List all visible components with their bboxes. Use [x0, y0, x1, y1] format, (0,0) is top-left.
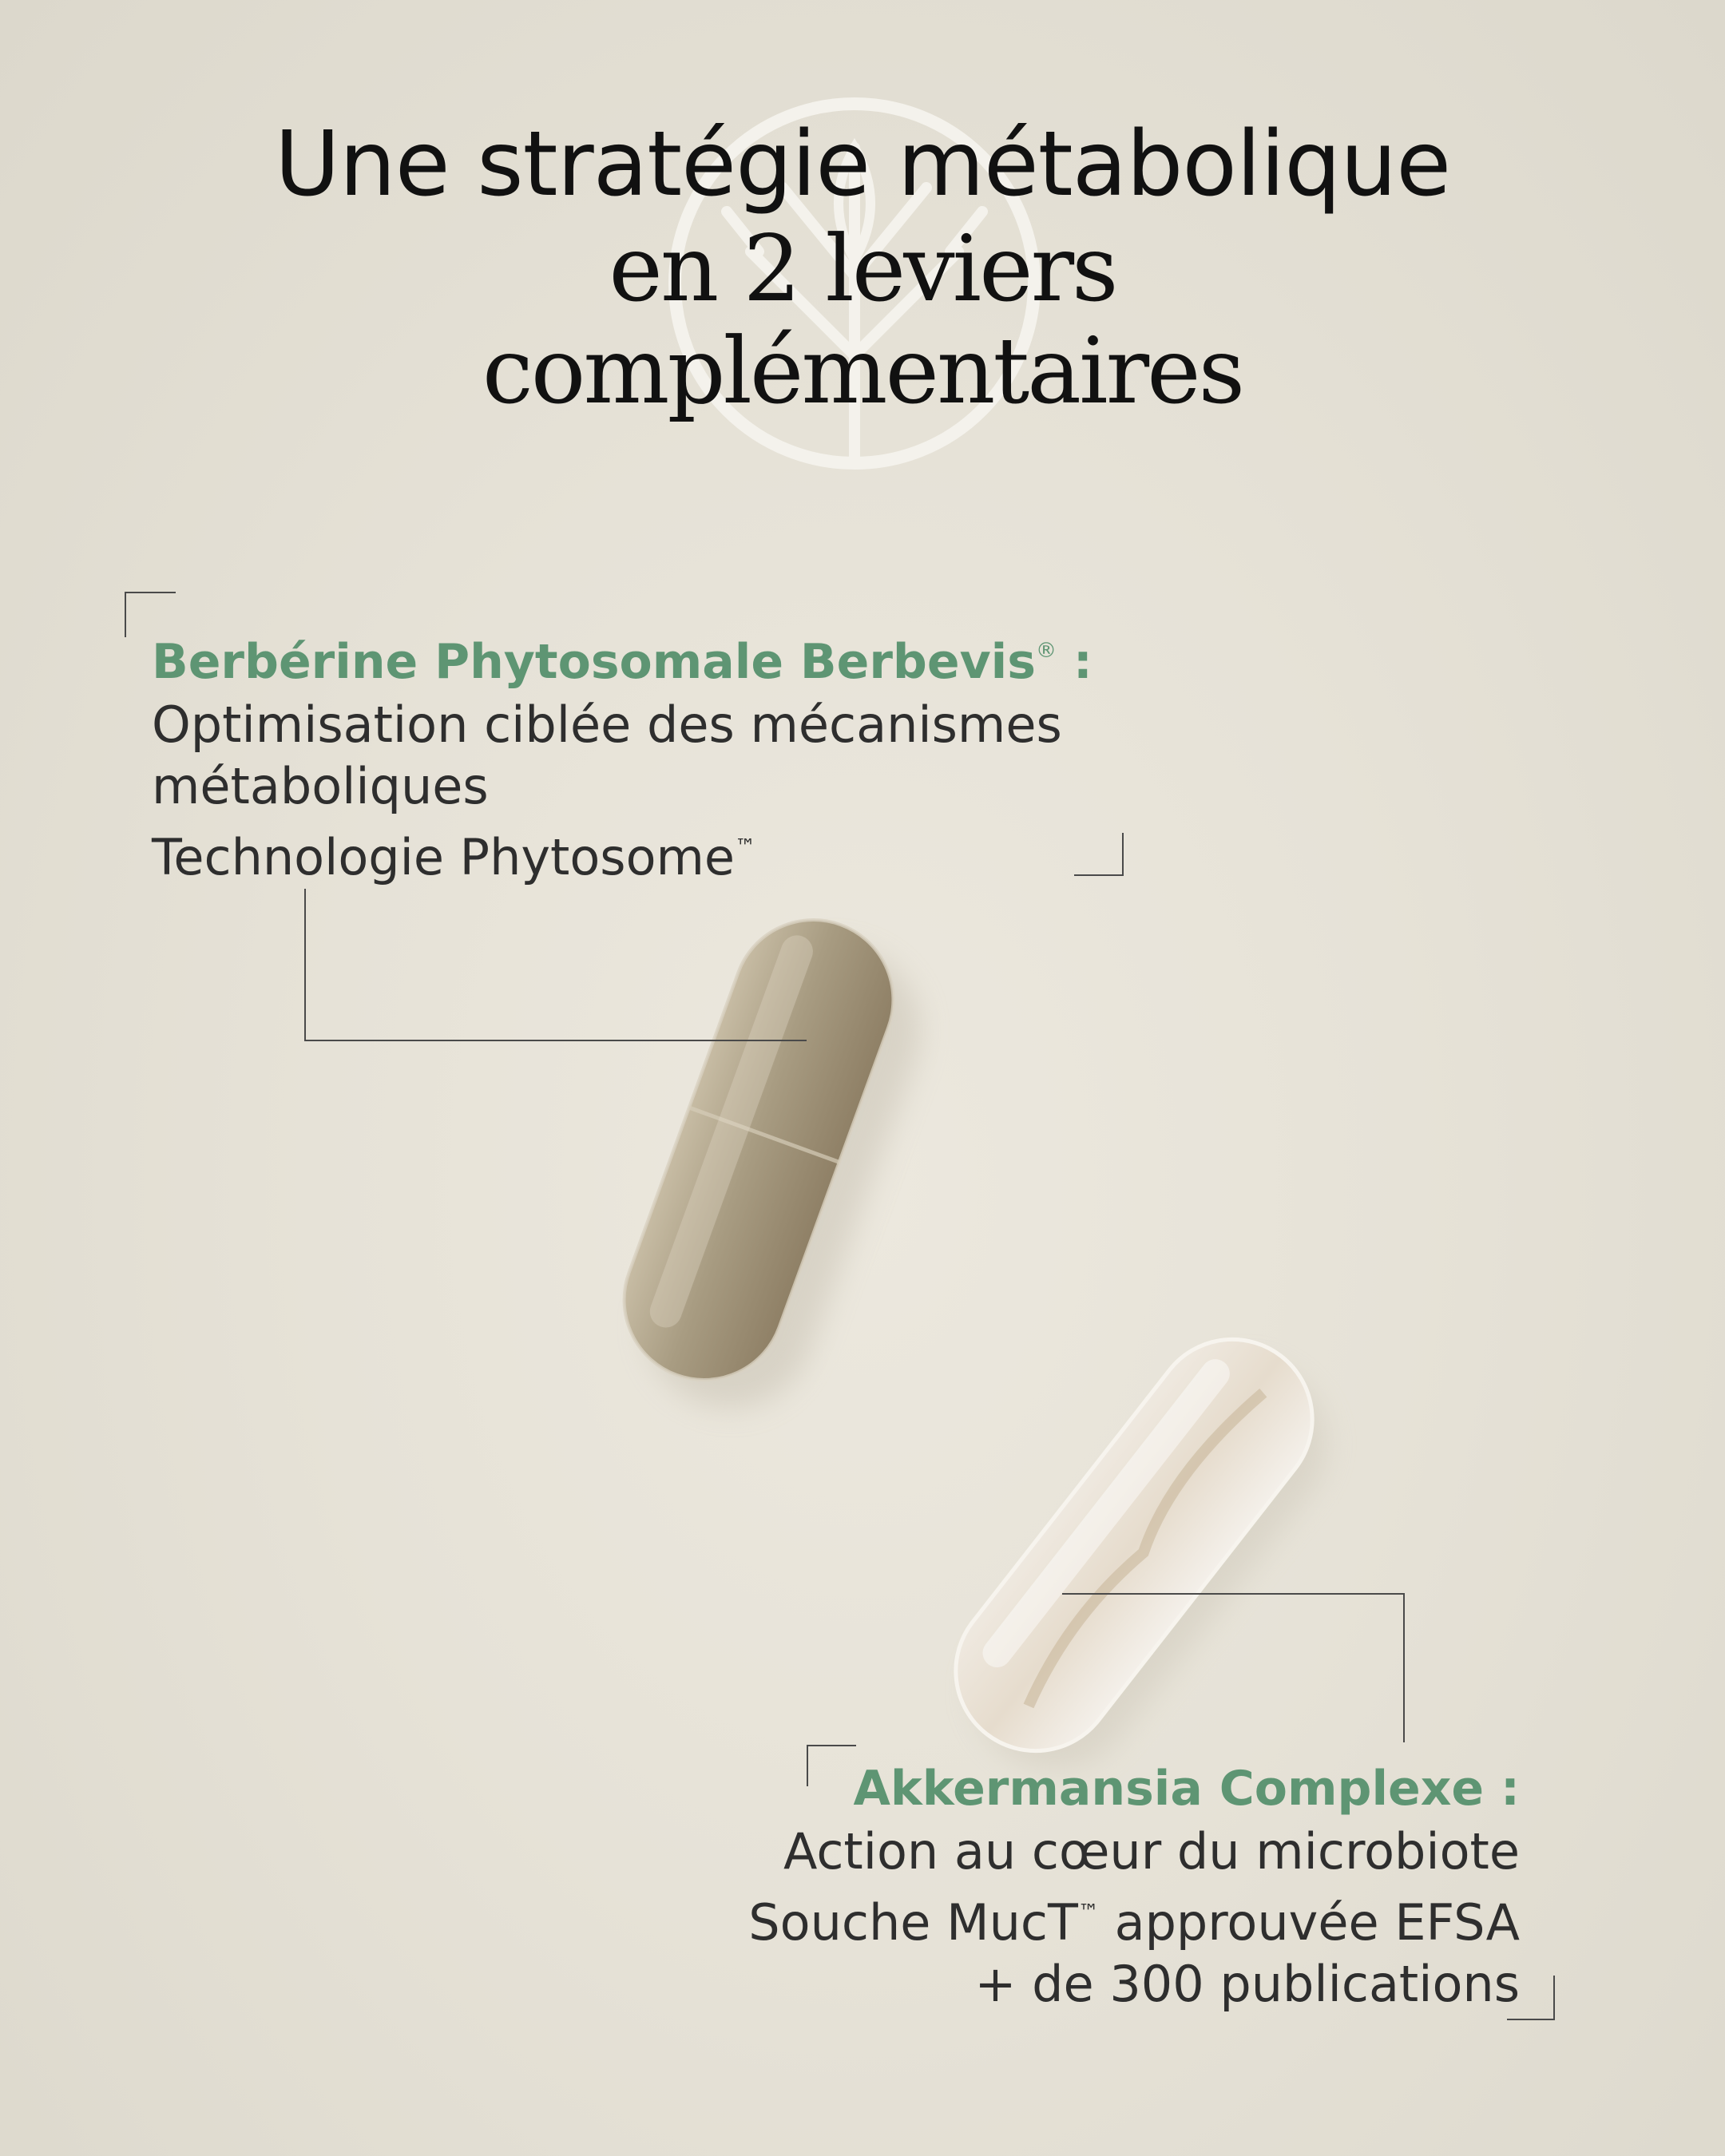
ingredient-2-line-2-a: Souche MucT	[748, 1893, 1078, 1952]
ingredient-heading-1-suffix: :	[1056, 634, 1092, 690]
title-line-3: complémentaires	[482, 318, 1243, 424]
ingredient-heading-2: Akkermansia Complexe :	[853, 1761, 1520, 1817]
ingredient-1-line-3	[152, 817, 1190, 888]
title-line-2: en 2 leviers	[609, 216, 1116, 322]
ingredient-1-line-2: métaboliques	[152, 757, 489, 815]
ingredient-2-line-3: + de 300 publications	[974, 1955, 1520, 2013]
trademark-mark: ™	[735, 835, 756, 859]
trademark-mark-2: ™	[1077, 1900, 1099, 1924]
ingredient-2-line-2	[559, 1882, 1520, 1953]
ingredient-block-berberine	[152, 619, 1190, 888]
ingredient-2-line-1: Action au cœur du microbiote	[783, 1822, 1520, 1881]
registered-mark: ®	[1035, 639, 1057, 663]
ingredient-heading-1	[152, 619, 1190, 694]
ingredient-1-line-1: Optimisation ciblée des mécanismes	[152, 696, 1062, 754]
ingredient-heading-1-text: Berbérine Phytosomale Berbevis	[152, 634, 1036, 690]
ingredient-1-line-3-text: Technologie Phytosome	[152, 828, 736, 886]
ingredient-2-line-2-b: approuvée EFSA	[1098, 1893, 1520, 1952]
title-line-1: Une stratégie métabolique	[274, 113, 1451, 216]
ingredient-block-akkermansia	[559, 1757, 1520, 2015]
